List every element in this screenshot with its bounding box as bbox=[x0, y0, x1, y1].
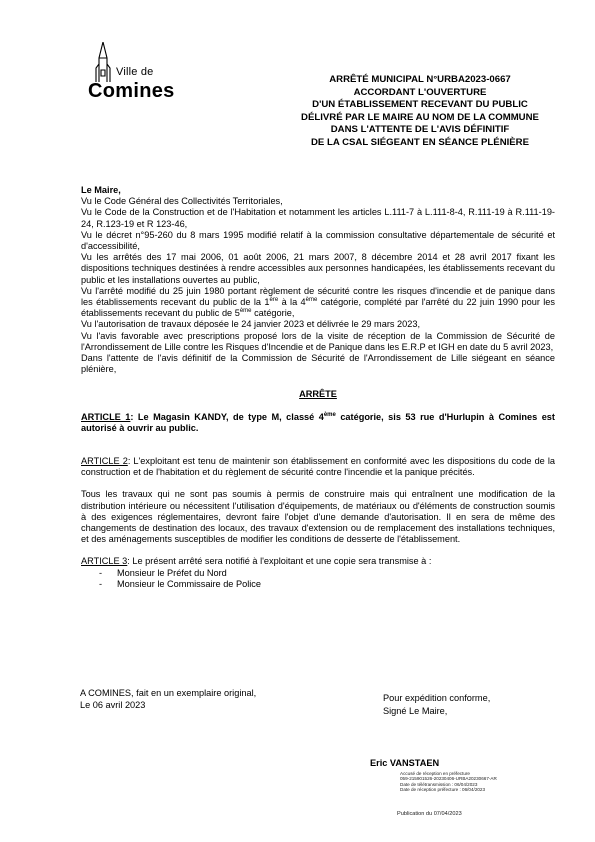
city-logo bbox=[84, 42, 174, 102]
prefecture-receipt bbox=[400, 771, 497, 793]
list-item: - Monsieur le Commissaire de Police bbox=[99, 579, 555, 590]
visa-paragraph: Vu le Code de la Construction et de l'Habitation et notamment les articles L.111-7 à L.111-8-4, R.111-19 à R.111-19-24, R.123-19 et R 123-46, bbox=[81, 207, 555, 229]
visa-text: Vu l'arrêté modifié du 25 juin 1980 portant règlement de sécurité contre les risques d'incendie et de panique dans les établissements recevant du public de la 1 bbox=[81, 285, 555, 308]
superscript: ème bbox=[305, 296, 318, 303]
superscript: ème bbox=[323, 411, 336, 418]
receipt-line: Accusé de réception en préfecture bbox=[400, 771, 470, 776]
article-1-text: catégorie, sis 53 rue d'Hurlupin à Comines est autorisé à ouvrir au public. bbox=[81, 411, 555, 433]
place-line: A COMINES, fait en un exemplaire original, bbox=[80, 688, 257, 698]
recipients-list bbox=[81, 568, 555, 590]
logo-city-name: Comines bbox=[88, 80, 175, 102]
visa-paragraph: Vu le Code Général des Collectivités Territoriales, bbox=[81, 196, 283, 207]
date-line: Le 06 avril 2023 bbox=[80, 699, 146, 710]
certification-block bbox=[383, 692, 490, 717]
list-item: - Monsieur le Préfet du Nord bbox=[99, 568, 555, 579]
article-3-text: : Le présent arrêté sera notifié à l'exploitant et une copie sera transmise à : bbox=[127, 556, 432, 567]
decree-body bbox=[81, 185, 555, 590]
publication-date: Publication du 07/04/2023 bbox=[397, 811, 462, 817]
visa-text: catégorie, bbox=[251, 308, 295, 319]
visa-paragraph: Vu le décret n°95-260 du 8 mars 1995 modifié relatif à la commission consultative départementale de sécurité et d'accessibilité, bbox=[81, 229, 555, 252]
visa-text: à la 4 bbox=[278, 297, 306, 308]
article-2 bbox=[81, 456, 555, 478]
title-line: DÉLIVRÉ PAR LE MAIRE AU NOM DE LA COMMUNE bbox=[301, 111, 539, 123]
signature-line: Signé Le Maire, bbox=[383, 705, 448, 716]
article-3-label: ARTICLE 3 bbox=[81, 556, 128, 567]
place-date-block bbox=[80, 688, 256, 712]
receipt-line: Date de télétransmission : 06/04/2023 bbox=[400, 781, 478, 787]
church-spire-icon bbox=[90, 42, 116, 84]
article-2-text: : L'exploitant est tenu de maintenir son établissement en conformité avec les dispositions du code de la construction et de l'habitation et du règlement de sécurité contre l'incendie et la panique précités. bbox=[81, 456, 555, 478]
decree-title bbox=[270, 74, 570, 149]
article-1 bbox=[81, 412, 555, 434]
article-2-paragraph: Tous les travaux qui ne sont pas soumis à permis de construire mais qui entraînent une modification de la distribution intérieure ou nécessitent l'utilisation d'équipements, de matériaux ou d'éléments de construction soumis à des exigences réglementaires, devront faire l'objet d'une demande d'autorisation. Il en sera de même des changements de destination des locaux, des travaux d'extension ou de remplacement des installations techniques, et des aménagements susceptibles de modifier les conditions de desserte de l'établissement. bbox=[81, 489, 555, 545]
article-2-label: ARTICLE 2 bbox=[81, 456, 128, 467]
superscript: ère bbox=[269, 296, 279, 303]
title-line: ARRÊTÉ MUNICIPAL N°URBA2023-0667 bbox=[329, 74, 511, 85]
title-line: ACCORDANT L'OUVERTURE bbox=[353, 86, 487, 98]
signer-name: Eric VANSTAEN bbox=[370, 758, 440, 768]
title-line: DANS L'ATTENTE DE L'AVIS DÉFINITIF bbox=[330, 124, 510, 135]
title-line: D'UN ÉTABLISSEMENT RECEVANT DU PUBLIC bbox=[312, 99, 528, 110]
article-3 bbox=[81, 556, 555, 567]
visa-paragraph: Vu l'autorisation de travaux déposée le 24 janvier 2023 et délivrée le 29 mars 2023, bbox=[81, 319, 421, 330]
visa-paragraph: Vu les arrêtés des 17 mai 2006, 01 août 2006, 21 mars 2007, 8 décembre 2014 et 28 avril 2017 fixant les dispositions techniques destinées à rendre accessibles aux personnes handicapées, les établissements recevant du public et les installations ouvertes au public, bbox=[81, 252, 555, 285]
visa-paragraph bbox=[81, 286, 555, 320]
receipt-line: 059-215901526-20230406-URBA20230667-AR bbox=[400, 776, 497, 782]
title-line: DE LA CSAL SIÉGEANT EN SÉANCE PLÉNIÈRE bbox=[310, 136, 530, 148]
visa-paragraph: Vu l'avis favorable avec prescriptions proposé lors de la visite de réception de la Commission de Sécurité de l'Arrondissement de Lille contre les Risques d'Incendie et de Panique dans les E.R.P et IGH en date du 5 avril 2023, bbox=[81, 330, 555, 352]
logo-ville-text: Ville de bbox=[116, 66, 154, 78]
receipt-line: Date de réception préfecture : 06/04/2023 bbox=[400, 787, 486, 793]
article-1-label: ARTICLE 1 bbox=[81, 411, 131, 422]
certification-line: Pour expédition conforme, bbox=[383, 693, 491, 703]
preamble-heading: Le Maire, bbox=[81, 185, 121, 195]
article-1-text: : Le Magasin KANDY, de type M, classé 4 bbox=[130, 411, 324, 422]
visa-paragraph: Dans l'attente de l'avis définitif de la Commission de Sécurité de l'Arrondissement de Lille siégeant en séance plénière, bbox=[81, 353, 555, 375]
superscript: ème bbox=[239, 308, 252, 315]
arrete-heading: ARRÊTE bbox=[299, 389, 337, 400]
visa-text: catégorie, complété par l'arrêté du 22 juin 1990 pour les établissements recevant du public de 5 bbox=[81, 297, 556, 319]
